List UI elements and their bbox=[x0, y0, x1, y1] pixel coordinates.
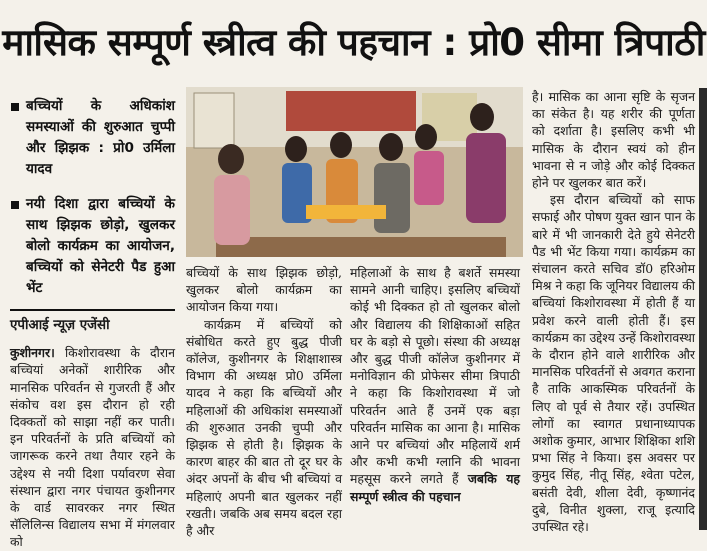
highlight-2: नयी दिशा द्वारा बच्चियों के साथ झिझक छोड़ो, खुलकर बोलो कार्यक्रम का आयोजन, बच्चियों को सेनेटरी पैड हुआ भेंट bbox=[10, 194, 175, 299]
right-paragraph-2: इस दौरान बच्चियों को साफ सफाई और पोषण युक्त खान पान के बारे में भी जानकारी देते हुये सेनेटरी पैड भी भेंट किया गया। कार्यक्रम का संचालन करते सचिव डॉ0 हरिओम मिश्र ने कहा कि जूनियर विद्यालय की बच्चियां किशोरावस्था में होती हैं या प्रवेश करने वाली होती हैं। इस कार्यक्रम का उद्देश्य उन्हें किशोरावस्था के दौरान होने वाले शारीरिक और मानसिक परिवर्तनों से अवगत कराना है ताकि आकस्मिक परिवर्तनों के लिए वो पूर्व से तैयार रहें। उपस्थित लोगों का स्वागत प्रधानाध्यापक अशोक कुमार, आभार शिक्षिका शशि प्रभा सिंह ने किया। इस अवसर पर कुमुद सिंह, नीतू सिंह, श्वेता पटेल, बसंती देवी, शीला देवी, कृष्णानंद दुबे, विनीत शुक्ला, राजू इत्यादि उपस्थित रहे। bbox=[532, 192, 695, 535]
mid2-continuation: जबकि यह सम्पूर्ण स्त्रीत्व की पहचान bbox=[350, 471, 520, 504]
headline-area bbox=[0, 0, 707, 80]
middle-column-1 bbox=[186, 264, 342, 539]
mid2-paragraph-1 bbox=[350, 264, 520, 505]
highlight-1: बच्चियों के अधिकांश समस्याओं की शुरुआत चुप्पी और झिझक : प्रो0 उर्मिला यादव bbox=[10, 96, 175, 180]
left-body-paragraph bbox=[10, 344, 175, 550]
mid2-text: महिलाओं के साथ है बशर्ते समस्या सामने आनी चाहिए। इसलिए बच्चियों कोई भी दिक्कत हो तो खुलकर बोलो और विद्यालय की शिक्षिकाओं सहित घर के बड़ो से पूछो। संस्था की अध्यक्ष और बुद्ध पीजी कॉलेज कुशीनगर में मनोविज्ञान की प्रोफेसर सीमा त्रिपाठी ने कहा कि किशोरावस्था में जो परिवर्तन आते हैं उनमें एक बड़ा परिवर्तन मासिक का आना है। मासिक आने पर बच्चियां और महिलायें शर्म और कभी कभी ग्लानि की भावना महसूस करने लगते हैं bbox=[350, 265, 520, 487]
headline: मासिक सम्पूर्ण स्त्रीत्व की पहचान : प्रो0 सीमा त्रिपाठी bbox=[2, 20, 705, 64]
divider bbox=[10, 309, 175, 311]
news-agency: एपीआई न्यूज़ एजेंसी bbox=[10, 318, 110, 333]
news-photo bbox=[186, 87, 523, 257]
right-column bbox=[532, 88, 695, 535]
mid1-paragraph-1: बच्चियों के साथ झिझक छोड़ो, खुलकर बोलो कार्यक्रम का आयोजन किया गया। bbox=[186, 265, 342, 315]
left-body-text: किशोरावस्था के दौरान बच्चियां अनेकों शारीरिक और मानसिक परिवर्तन से गुजरती हैं और संकोच वश इस दौरान हो रही दिक्कतों को साझा नहीं कर पाती। इन परिवर्तनों के प्रति बच्चियों को जागरूक करने तथा तैयार रहने के उद्देश्य से नयी दिशा पर्यावरण सेवा संस्थान द्वारा नगर पंचायत कुशीनगर के वार्ड सावरकर नगर स्थित सॅलिलिन्स विद्यालय सभा में मंगलवार को bbox=[10, 345, 175, 550]
mid1-paragraph-2: कार्यक्रम में बच्चियों को संबोधित करते हुए बुद्ध पीजी कॉलेज, कुशीनगर के शिक्षाशास्त्र विभाग की अध्यक्ष प्रो0 उर्मिला यादव ने कहा कि बच्चियों और महिलाओं की अधिकांश समस्याओं की शुरुआत उनकी चुप्पी और झिझक से होती है। झिझक के कारण बाहर की बात तो दूर घर के अंदर अपनों के बीच भी बच्चियां व महिलाएं अपनी बात खुलकर नहीं रखती। जबकि अब समय बदल रहा है और bbox=[186, 316, 342, 539]
left-column bbox=[10, 82, 175, 550]
photo-illustration bbox=[186, 87, 523, 257]
middle-column-2 bbox=[350, 264, 520, 530]
dateline: कुशीनगर। bbox=[10, 345, 55, 361]
right-paragraph-1: है। मासिक का आना सृष्टि के सृजन का संकेत है। यह शरीर की पूर्णता को दर्शाता है। इसलिए कभी भी मासिक के दौरान स्वयं को हीन भावना से न जोड़े और कोई दिक्कत होने पर खुलकर बात करें। bbox=[532, 89, 695, 191]
adjacent-page-edge bbox=[699, 88, 707, 530]
